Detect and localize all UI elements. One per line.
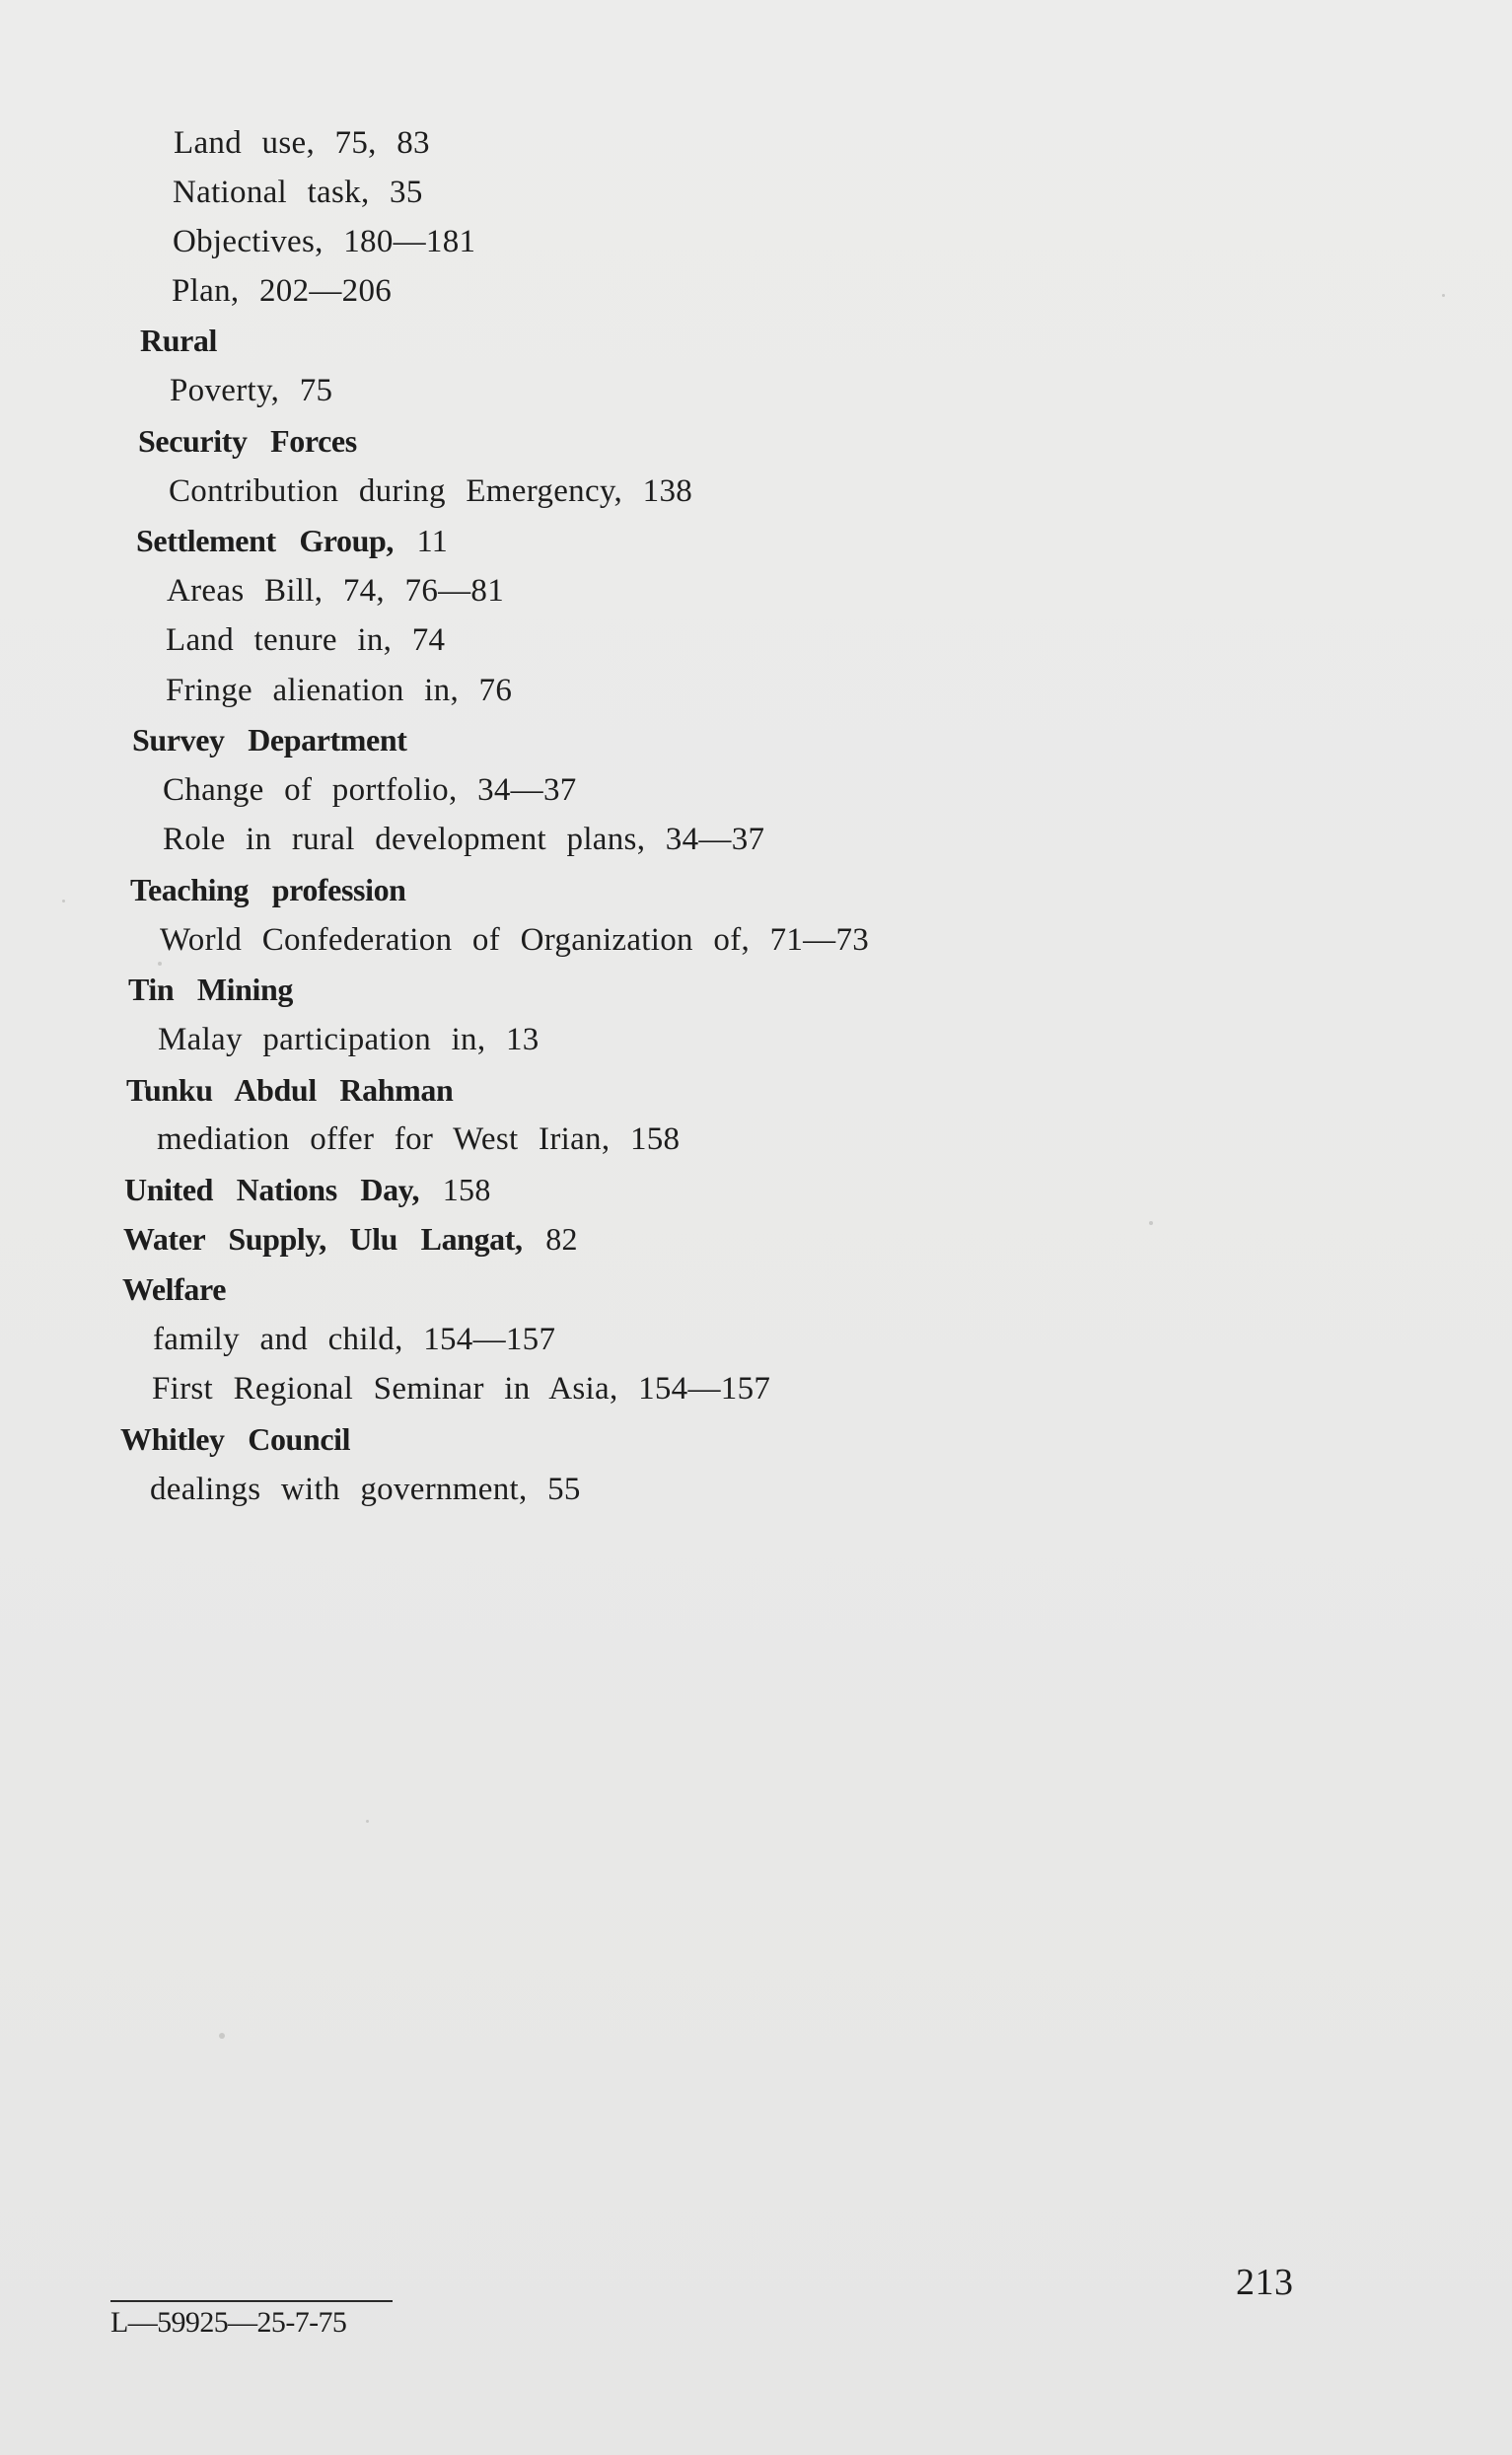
entry-text: dealings with government, [150, 1472, 548, 1507]
page-reference: 82 [545, 1221, 578, 1257]
index-subentry [172, 271, 392, 311]
index-subentry [167, 571, 504, 611]
index-subentry [174, 123, 430, 163]
page-reference: 13 [505, 1022, 540, 1057]
index-heading [132, 720, 406, 759]
heading-text: Tin Mining [128, 972, 294, 1007]
index-subentry [166, 671, 512, 710]
page-reference: 158 [629, 1121, 681, 1157]
heading-text: United Nations Day, [124, 1172, 443, 1207]
page-reference: 74, 76—81 [342, 573, 505, 609]
entry-text: Fringe alienation in, [166, 673, 479, 708]
entry-text: Land tenure in, [166, 622, 412, 658]
index-subentry [166, 620, 445, 660]
paper-speck [1149, 1221, 1153, 1225]
heading-text: Water Supply, Ulu Langat, [123, 1221, 546, 1257]
heading-text: Tunku Abdul Rahman [126, 1072, 454, 1108]
index-heading [128, 970, 293, 1009]
index-heading [130, 870, 406, 909]
index-subentry [150, 1470, 581, 1509]
page-reference: 75, 83 [334, 125, 430, 161]
heading-text: Welfare [122, 1271, 227, 1307]
page-reference: 158 [442, 1172, 491, 1207]
page-reference: 11 [416, 523, 449, 558]
index-subentry [153, 1320, 555, 1359]
heading-text: Teaching profession [130, 872, 406, 907]
index-heading [124, 1170, 491, 1209]
entry-text: Change of portfolio, [163, 772, 478, 808]
page-reference: 154—157 [423, 1322, 556, 1357]
entry-text: Contribution during Emergency, [169, 473, 643, 509]
index-subentry [152, 1369, 770, 1408]
entry-text: Plan, [172, 273, 259, 309]
index-heading [123, 1219, 578, 1259]
entry-text: National task, [173, 175, 391, 210]
paper-speck [62, 900, 65, 903]
entry-text: Land use, [174, 125, 335, 161]
index-subentry [163, 820, 764, 859]
index-heading [120, 1419, 350, 1459]
page-reference: 75 [299, 373, 333, 408]
paper-speck [1442, 294, 1445, 297]
entry-text: Poverty, [170, 373, 300, 408]
page-reference: 180—181 [343, 224, 476, 259]
page-reference: 138 [642, 473, 693, 509]
page-reference: 35 [390, 175, 423, 210]
entry-text: World Confederation of Organization of, [160, 922, 770, 958]
heading-text: Settlement Group, [136, 523, 417, 558]
index-subentry [170, 371, 332, 410]
paper-speck [158, 962, 162, 966]
index-heading [138, 421, 357, 461]
index-subentry [158, 1020, 540, 1059]
page-number: 213 [1236, 2262, 1294, 2303]
index-heading [136, 521, 448, 560]
printer-code: L—59925—25-7-75 [110, 2306, 347, 2339]
index-heading [140, 321, 217, 360]
index-subentry [173, 222, 475, 261]
index-subentry [169, 471, 692, 511]
heading-text: Survey Department [132, 722, 407, 758]
footer-rule [110, 2300, 393, 2302]
entry-text: Malay participation in, [158, 1022, 506, 1057]
paper-speck [219, 2033, 225, 2039]
index-heading [126, 1070, 453, 1110]
heading-text: Rural [140, 323, 218, 358]
index-subentry [163, 770, 577, 810]
page-reference: 71—73 [769, 922, 870, 958]
heading-text: Security Forces [138, 423, 357, 459]
entry-text: Objectives, [173, 224, 344, 259]
entry-text: Areas Bill, [167, 573, 343, 609]
index-heading [122, 1269, 226, 1309]
paper-speck [366, 1820, 369, 1823]
page-reference: 202—206 [258, 273, 393, 309]
index-subentry [173, 173, 423, 212]
heading-text: Whitley Council [120, 1421, 351, 1457]
index-subentry [160, 920, 869, 960]
page-reference: 34—37 [665, 822, 765, 857]
index-subentry [157, 1119, 680, 1159]
entry-text: mediation offer for West Irian, [157, 1121, 630, 1157]
page-reference: 74 [411, 622, 446, 658]
entry-text: First Regional Seminar in Asia, [152, 1371, 639, 1407]
page-reference: 55 [547, 1472, 581, 1507]
page-reference: 76 [478, 673, 513, 708]
entry-text: Role in rural development plans, [163, 822, 666, 857]
entry-text: family and child, [153, 1322, 424, 1357]
page-reference: 34—37 [477, 772, 577, 808]
page-reference: 154—157 [638, 1371, 771, 1407]
